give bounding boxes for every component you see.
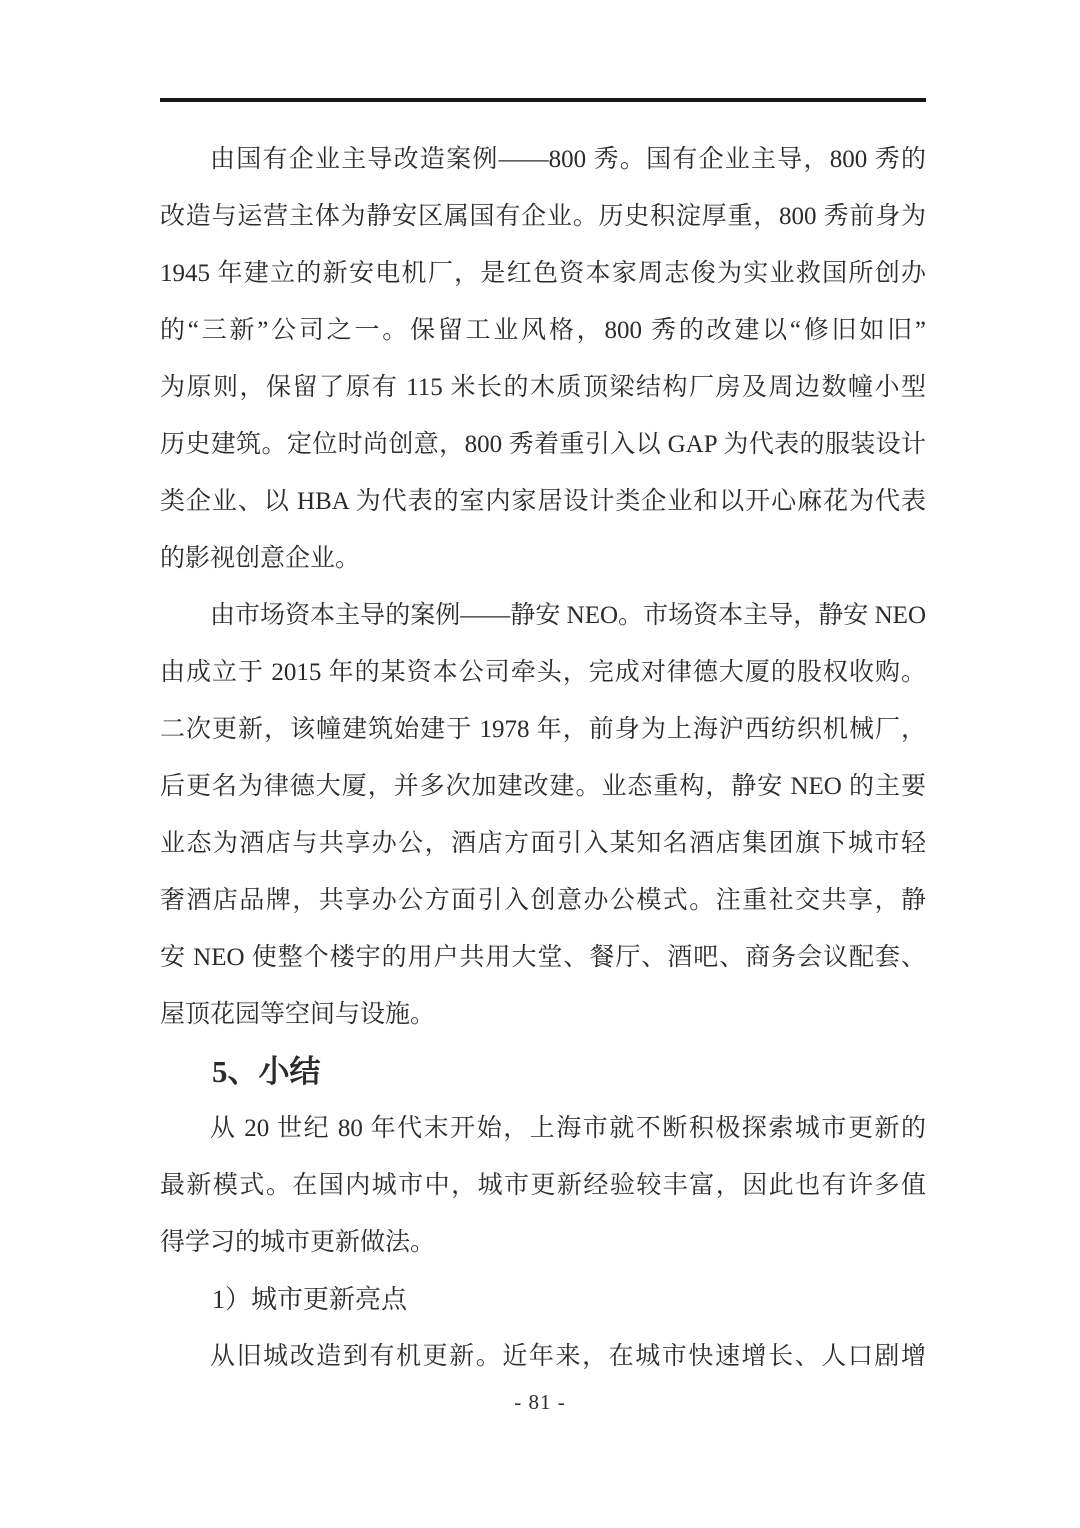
section-heading bbox=[160, 1043, 926, 1100]
text-line: 二次更新，该幢建筑始建于 1978 年，前身为上海沪西纺织机械厂， bbox=[160, 716, 926, 743]
text-line: 从 20 世纪 80 年代末开始，上海市就不断积极探索城市更新的 bbox=[210, 1115, 926, 1142]
paragraph bbox=[160, 1100, 926, 1271]
page-number: - 81 - bbox=[514, 1390, 566, 1414]
text-line: 屋顶花园等空间与设施。 bbox=[160, 1001, 436, 1028]
paragraph bbox=[160, 131, 926, 587]
text-line: 5、小结 bbox=[212, 1054, 321, 1089]
text-line: 类企业、以 HBA 为代表的室内家居设计类企业和以开心麻花为代表 bbox=[160, 488, 926, 515]
text-line: 从旧城改造到有机更新。近年来，在城市快速增长、人口剧增 bbox=[210, 1343, 926, 1370]
sub-heading bbox=[160, 1271, 926, 1328]
text-line: 改造与运营主体为静安区属国有企业。历史积淀厚重，800 秀前身为 bbox=[160, 203, 926, 230]
text-line: 1945 年建立的新安电机厂，是红色资本家周志俊为实业救国所创办 bbox=[160, 260, 926, 287]
text-line: 由成立于 2015 年的某资本公司牵头，完成对律德大厦的股权收购。 bbox=[160, 659, 926, 686]
text-line: 奢酒店品牌，共享办公方面引入创意办公模式。注重社交共享，静 bbox=[160, 887, 926, 914]
text-line: 历史建筑。定位时尚创意，800 秀着重引入以 GAP 为代表的服装设计 bbox=[160, 431, 926, 458]
text-line: 得学习的城市更新做法。 bbox=[160, 1229, 436, 1256]
text-line: 的“三新”公司之一。保留工业风格，800 秀的改建以“修旧如旧” bbox=[160, 317, 926, 344]
text-line: 的影视创意企业。 bbox=[160, 545, 361, 572]
header-rule bbox=[160, 98, 926, 102]
paragraph bbox=[160, 1328, 926, 1385]
text-line: 业态为酒店与共享办公，酒店方面引入某知名酒店集团旗下城市轻 bbox=[160, 830, 926, 857]
text-line: 后更名为律德大厦，并多次加建改建。业态重构，静安 NEO 的主要 bbox=[160, 773, 926, 800]
paragraph bbox=[160, 587, 926, 1043]
document-body bbox=[160, 131, 926, 1385]
text-line: 由市场资本主导的案例——静安 NEO。市场资本主导，静安 NEO bbox=[210, 602, 926, 629]
text-line: 由国有企业主导改造案例——800 秀。国有企业主导，800 秀的 bbox=[210, 146, 926, 173]
text-line: 最新模式。在国内城市中，城市更新经验较丰富，因此也有许多值 bbox=[160, 1172, 926, 1199]
text-line: 安 NEO 使整个楼宇的用户共用大堂、餐厅、酒吧、商务会议配套、 bbox=[160, 944, 926, 971]
text-line: 为原则，保留了原有 115 米长的木质顶梁结构厂房及周边数幢小型 bbox=[160, 374, 926, 401]
text-line: 1）城市更新亮点 bbox=[212, 1285, 408, 1314]
